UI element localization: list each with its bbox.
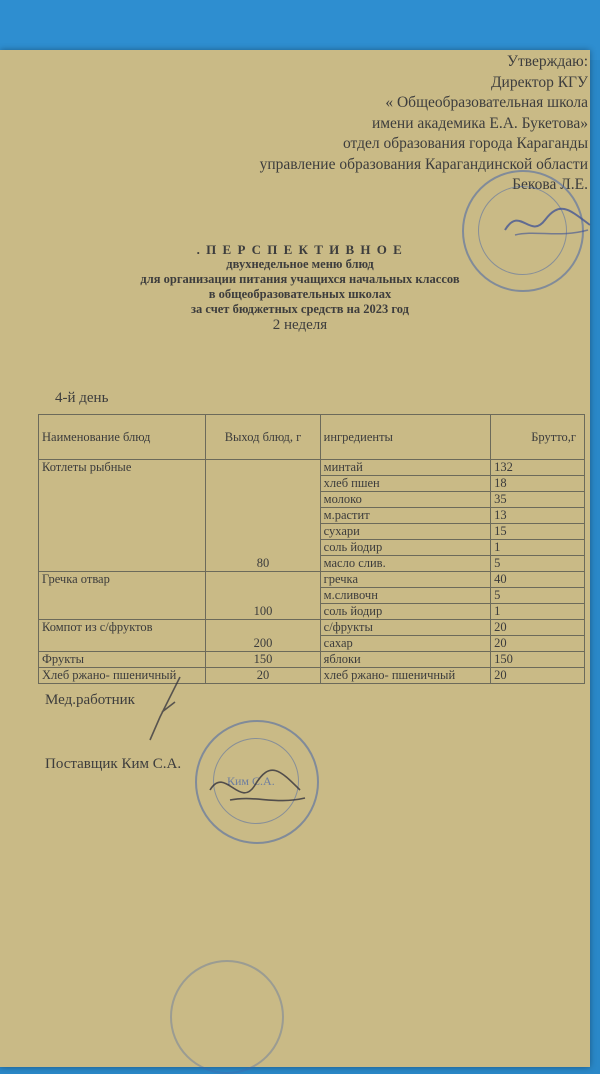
approval-line-1: Утверждаю: <box>507 53 588 70</box>
dish-name: Котлеты рыбные <box>39 460 206 572</box>
ingredient-gross: 5 <box>491 556 585 572</box>
day-label: 4-й день <box>55 390 109 406</box>
ingredient-name: молоко <box>320 492 490 508</box>
dish-output: 20 <box>206 668 320 684</box>
approval-line-3: « Общеобразовательная школа <box>385 94 588 111</box>
ingredient-name: м.растит <box>320 508 490 524</box>
dish-output: 80 <box>206 460 320 572</box>
ingredient-name: минтай <box>320 460 490 476</box>
header-dish: Наименование блюд <box>39 415 206 460</box>
ingredient-name: с/фрукты <box>320 620 490 636</box>
document-title <box>0 242 600 334</box>
header-gross: Брутто,г <box>491 415 585 460</box>
dish-output: 200 <box>206 620 320 652</box>
ingredient-name: соль йодир <box>320 540 490 556</box>
title-line-3: для организации питания учащихся начальных классов <box>140 272 460 286</box>
menu-table <box>38 414 585 684</box>
approval-line-4: имени академика Е.А. Букетова» <box>371 114 588 132</box>
dish-name: Гречка отвар <box>39 572 206 620</box>
dish-output: 100 <box>206 572 320 620</box>
title-line-1: . П Е Р С П Е К Т И В Н О Е <box>196 242 404 257</box>
table-row <box>39 652 585 668</box>
supplier-signature-line: Поставщик Ким С.А. <box>45 756 182 772</box>
week-label: 2 неделя <box>272 317 328 333</box>
title-line-5: за счет бюджетных средств на 2023 год <box>191 302 409 316</box>
medic-signature <box>140 672 190 742</box>
ingredient-gross: 20 <box>491 636 585 652</box>
table-row <box>39 572 585 588</box>
ingredient-gross: 13 <box>491 508 585 524</box>
ingredient-name: масло слив. <box>320 556 490 572</box>
header-ingredients: ингредиенты <box>320 415 490 460</box>
supplier-stamp-text: Ким С.А. <box>227 774 275 788</box>
ingredient-gross: 15 <box>491 524 585 540</box>
approval-line-2: Директор КГУ <box>490 73 588 91</box>
title-line-4: в общеобразовательных школах <box>208 287 392 301</box>
header-output: Выход блюд, г <box>206 415 320 460</box>
dish-name: Хлеб ржано- пшеничный <box>39 668 206 684</box>
ingredient-name: хлеб ржано- пшеничный <box>320 668 490 684</box>
ingredient-name: сухари <box>320 524 490 540</box>
dish-name: Компот из с/фруктов <box>39 620 206 652</box>
ingredient-gross: 5 <box>491 588 585 604</box>
approval-line-5: отдел образования города Караганды <box>342 135 588 152</box>
ingredient-gross: 20 <box>491 668 585 684</box>
ingredient-name: м.сливочн <box>320 588 490 604</box>
ingredient-gross: 20 <box>491 620 585 636</box>
ingredient-gross: 1 <box>491 604 585 620</box>
ingredient-gross: 18 <box>491 476 585 492</box>
table-row <box>39 668 585 684</box>
ingredient-name: сахар <box>320 636 490 652</box>
ingredient-name: яблоки <box>320 652 490 668</box>
ingredient-name: гречка <box>320 572 490 588</box>
menu-table-body <box>39 460 585 684</box>
medic-signature-line: Мед.работник <box>45 692 135 708</box>
approval-line-6: управление образования Карагандинской области <box>259 155 588 173</box>
approval-line-7: Бекова Л.Е. <box>512 176 588 193</box>
bottom-stamp <box>170 960 284 1074</box>
ingredient-name: соль йодир <box>320 604 490 620</box>
table-row <box>39 620 585 636</box>
dish-name: Фрукты <box>39 652 206 668</box>
director-signature <box>500 200 595 245</box>
ingredient-gross: 1 <box>491 540 585 556</box>
ingredient-gross: 35 <box>491 492 585 508</box>
ingredient-gross: 150 <box>491 652 585 668</box>
ingredient-name: хлеб пшен <box>320 476 490 492</box>
title-line-2: двухнедельное меню блюд <box>226 257 374 271</box>
table-row <box>39 460 585 476</box>
dish-output: 150 <box>206 652 320 668</box>
table-header-row <box>39 415 585 460</box>
ingredient-gross: 132 <box>491 460 585 476</box>
supplier-signature <box>200 760 310 815</box>
ingredient-gross: 40 <box>491 572 585 588</box>
